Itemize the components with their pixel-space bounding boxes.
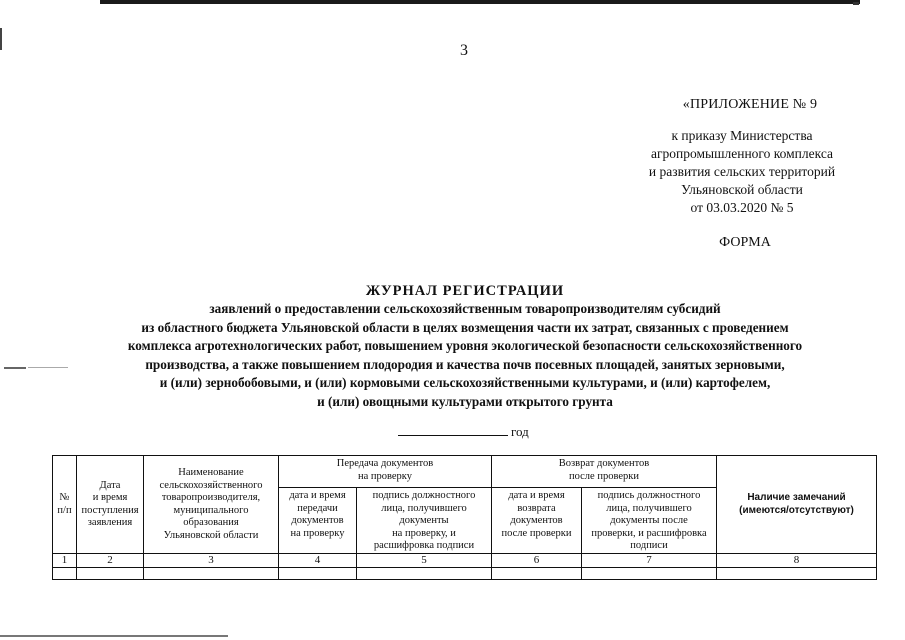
column-number: 6 (492, 554, 582, 568)
subtitle-line: производства, а также повышением плодородия и качества почв посевных площадей, занятых зерновыми, (145, 356, 785, 372)
order-line: и развития сельских территорий (648, 164, 836, 179)
table-cell[interactable] (77, 567, 144, 579)
order-line: от 03.03.2020 № 5 (690, 200, 794, 215)
appendix-title: «ПРИЛОЖЕНИЕ № 9 (682, 97, 818, 112)
header-return-signature: подпись должностного лица, получившего документы после проверки, и расшифровка подписи (582, 488, 717, 554)
header-producer-name: Наименование сельскохозяйственного товаропроизводителя, муниципального образования Ульяновской области (144, 456, 279, 554)
year-label: год (511, 424, 529, 439)
subtitle-line: из областного бюджета Ульяновской области в целях возмещения части их затрат, связанных с проведением (141, 319, 789, 335)
scan-edge-bottom (0, 635, 228, 637)
form-label: ФОРМА (719, 235, 771, 250)
column-number: 8 (717, 554, 877, 568)
column-number: 1 (53, 554, 77, 568)
order-line: агропромышленного комплекса (651, 146, 833, 161)
header-transfer-date: дата и время передачи документов на проверку (279, 488, 357, 554)
table-cell[interactable] (582, 567, 717, 579)
header-return-group: Возврат документов после проверки (492, 456, 717, 488)
header-transfer-group: Передача документов на проверку (279, 456, 492, 488)
column-number: 2 (77, 554, 144, 568)
header-remarks: Наличие замечаний (имеются/отсутствуют) (717, 456, 877, 554)
order-line: Ульяновской области (681, 182, 803, 197)
header-return-date: дата и время возврата документов после проверки (492, 488, 582, 554)
order-reference (620, 127, 864, 217)
column-number: 4 (279, 554, 357, 568)
column-number: 3 (144, 554, 279, 568)
scan-mark-top-right (853, 2, 859, 5)
year-blank-line[interactable] (398, 423, 508, 436)
table-cell[interactable] (717, 567, 877, 579)
subtitle-line: заявлений о предоставлении сельскохозяйственным товаропроизводителям субсидий (209, 301, 721, 316)
column-number-row (53, 554, 877, 568)
column-number: 7 (582, 554, 717, 568)
subtitle-line: и (или) овощными культурами открытого грунта (317, 393, 613, 409)
registration-journal-table (52, 455, 877, 580)
header-number: № п/п (53, 456, 77, 554)
table-cell[interactable] (144, 567, 279, 579)
column-number: 5 (357, 554, 492, 568)
scan-mark-left (4, 367, 26, 369)
table-cell[interactable] (357, 567, 492, 579)
table-cell[interactable] (279, 567, 357, 579)
document-subtitle (40, 300, 890, 411)
subtitle-line: комплекса агротехнологических работ, повышением уровня экологической безопасности сельскохозяйственного (127, 338, 803, 353)
page-number: 3 (460, 42, 468, 59)
scan-edge-left (0, 28, 2, 50)
document-title: ЖУРНАЛ РЕГИСТРАЦИИ (365, 283, 565, 299)
table-row (53, 567, 877, 579)
subtitle-line: и (или) зернобобовыми, и (или) кормовыми сельскохозяйственными культурами, и (или) картофелем, (159, 375, 771, 390)
table-cell[interactable] (53, 567, 77, 579)
header-received-date: Дата и время поступления заявления (77, 456, 144, 554)
table-cell[interactable] (492, 567, 582, 579)
order-line: к приказу Министерства (671, 128, 813, 143)
scan-edge-top (100, 0, 860, 4)
header-transfer-signature: подпись должностного лица, получившего документы на проверку, и расшифровка подписи (357, 488, 492, 554)
